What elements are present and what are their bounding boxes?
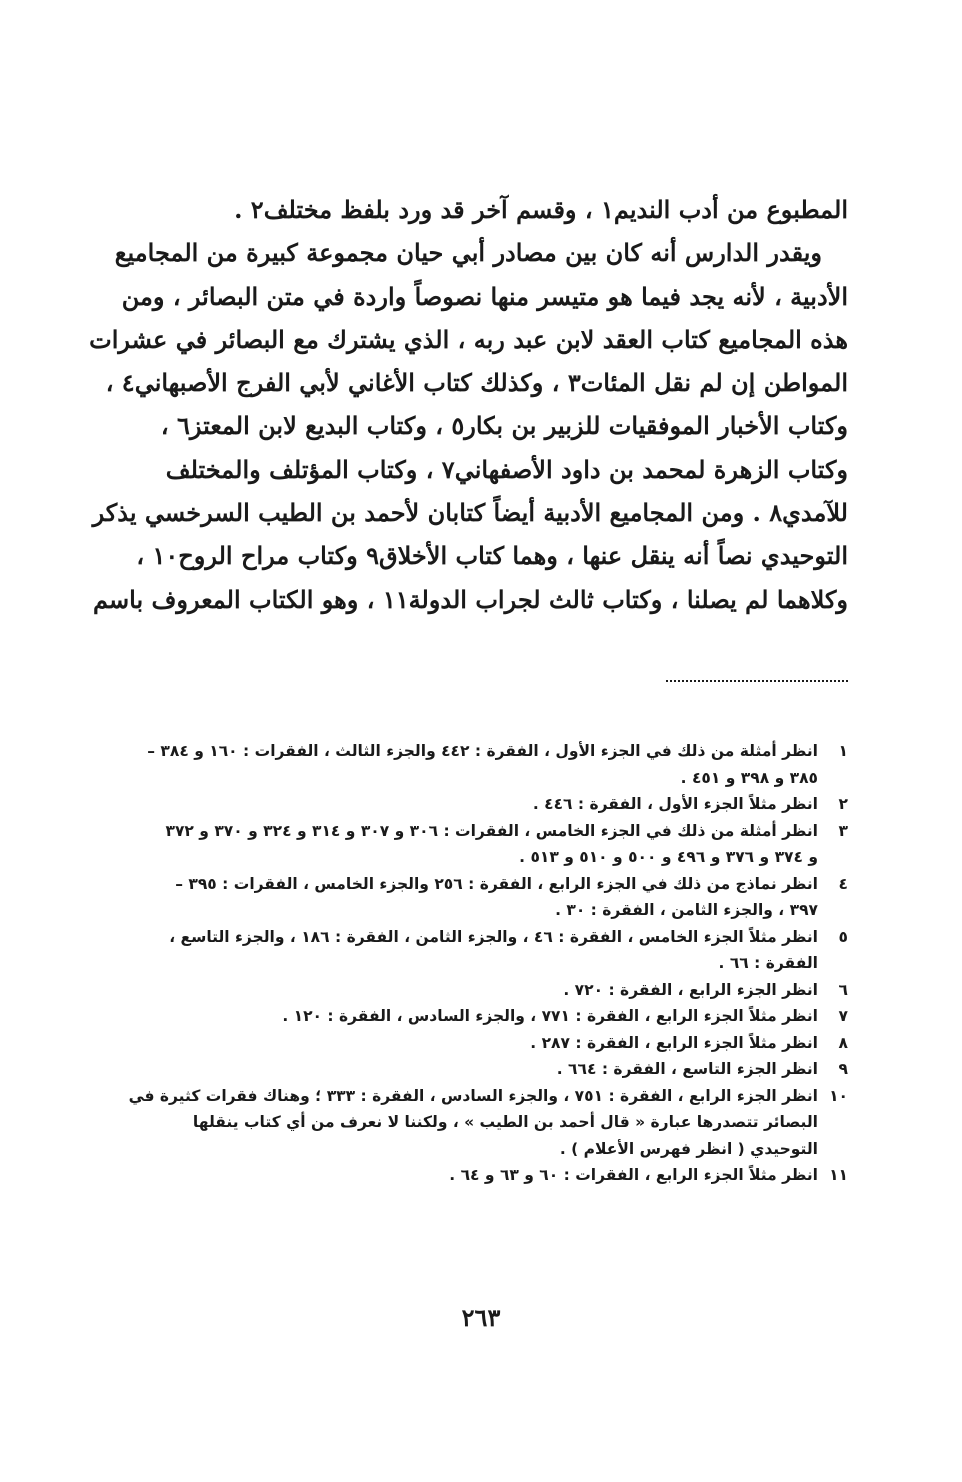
footnote [180, 791, 848, 818]
body-line: للآمدي٨ . ومن المجاميع الأدبية أيضاً كتابان لأحمد بن الطيب السرخسي يذكر [92, 498, 848, 528]
footnote [147, 738, 848, 791]
footnote-number: ٩ [838, 1060, 848, 1078]
footnote-line: انظر الجزء التاسع ، الفقرة : ٦٦٤ . [556, 1060, 818, 1078]
body-line: هذه المجاميع كتاب العقد لابن عبد ربه ، الذي يشترك مع البصائر في عشرات [89, 324, 848, 354]
footnote-number: ٣ [838, 821, 848, 840]
body-line: الأدبية ، لأنه يجد فيما هو متيسر منها نصوصاً واردة في متن البصائر ، ومن [121, 281, 848, 311]
footnote-number: ٢ [838, 795, 848, 813]
footnote [180, 1030, 848, 1057]
footnote [180, 977, 848, 1004]
footnote-line: ٣٨٥ و ٣٩٨ و ٤٥١ . [680, 768, 818, 787]
footnote [180, 1056, 848, 1083]
footnote-number: ١ [838, 742, 848, 760]
footnote-line: انظر مثلاً الجزء الرابع ، الفقرة : ٧٧١ ، والجزء السادس ، الفقرة : ١٢٠ . [282, 1007, 818, 1025]
body-line: وكلاهما لم يصلنا ، وكتاب ثالث لجراب الدولة١١ ، وهو الكتاب المعروف باسم [93, 584, 848, 614]
footnote-line: انظر مثلاً الجزء الخامس ، الفقرة : ٤٦ ، والجزء الثامن ، الفقرة : ١٨٦ ، والجزء التاسع ، [169, 927, 818, 946]
footnote [128, 1083, 848, 1163]
body-line: المطبوع من أدب النديم١ ، وقسم آخر قد ورد بلفظ مختلف٢ . [234, 195, 848, 224]
footnote-number: ٤ [838, 874, 848, 893]
body-line: المواطن إن لم نقل المئات٣ ، وكذلك كتاب الأغاني لأبي الفرج الأصبهاني٤ ، [105, 368, 848, 398]
footnote-number: ٧ [838, 1007, 848, 1025]
main-text [89, 188, 848, 621]
footnote [165, 818, 848, 871]
footnote [169, 924, 848, 977]
footnote-line: و ٣٧٤ و ٣٧٦ و ٤٩٦ و ٥٠٠ و ٥١٠ و ٥١٣ . [519, 848, 818, 866]
footnote-line: التوحيدي ( انظر فهرس الأعلام ) . [559, 1139, 818, 1158]
footnote-line: انظر الجزء الرابع ، الفقرة : ٧٥١ ، والجزء السادس ، الفقرة : ٣٣٣ ؛ وهناك فقرات كثيرة في [128, 1086, 818, 1105]
footnote-line: انظر الجزء الرابع ، الفقرة : ٧٢٠ . [563, 980, 818, 999]
footnote [180, 1162, 848, 1189]
footnote-number: ١٠ [829, 1086, 848, 1105]
footnote-line: انظر أمثلة من ذلك في الجزء الأول ، الفقرة : ٤٤٢ والجزء الثالث ، الفقرات : ١٦٠ و ٣٨٤ – [147, 742, 818, 760]
footnote-line: انظر مثلاً الجزء الرابع ، الفقرات : ٦٠ و ٦٣ و ٦٤ . [449, 1166, 818, 1184]
footnote-line: الفقرة : ٦٦ . [718, 954, 818, 972]
footnote-line: انظر نماذج من ذلك في الجزء الرابع ، الفقرة : ٢٥٦ والجزء الخامس ، الفقرات : ٣٩٥ – [175, 874, 818, 893]
footnote-line: انظر أمثلة من ذلك في الجزء الخامس ، الفقرات : ٣٠٦ و ٣٠٧ و ٣١٤ و ٣٢٤ و ٣٧٠ و ٣٧٢ [165, 821, 818, 840]
footnote-number: ٦ [838, 980, 848, 999]
body-line: وكتاب الزهرة لمحمد بن داود الأصفهاني٧ ، وكتاب المؤتلف والمختلف [165, 454, 848, 484]
footnote-number: ٨ [838, 1033, 848, 1052]
footnote-line: ٣٩٧ ، والجزء الثامن ، الفقرة : ٣٠ . [555, 901, 818, 919]
footnotes [128, 738, 848, 1189]
footnote-number: ٥ [838, 927, 848, 946]
footnote-line: البصائر تتصدرها عبارة « قال أحمد بن الطيب » ، ولكننا لا نعرف من أي كتاب ينقلها [192, 1113, 818, 1131]
footnote-line: انظر مثلاً الجزء الرابع ، الفقرة : ٢٨٧ . [530, 1033, 818, 1052]
footnote-divider [666, 680, 848, 682]
footnote [180, 1003, 848, 1030]
footnote-line: انظر مثلاً الجزء الأول ، الفقرة : ٤٤٦ . [532, 795, 818, 813]
page-number: ٢٦٣ [461, 1303, 501, 1332]
body-line: التوحيدي نصاً أنه ينقل عنها ، وهما كتاب الأخلاق٩ وكتاب مراح الروح١٠ ، [136, 541, 848, 571]
footnote [175, 871, 848, 924]
body-line: وكتاب الأخبار الموفقيات للزبير بن بكار٥ ، وكتاب البديع لابن المعتز٦ ، [160, 411, 848, 441]
body-line: ويقدر الدارس أنه كان بين مصادر أبي حيان مجموعة كبيرة من المجاميع [114, 238, 822, 268]
footnote-number: ١١ [829, 1166, 848, 1184]
